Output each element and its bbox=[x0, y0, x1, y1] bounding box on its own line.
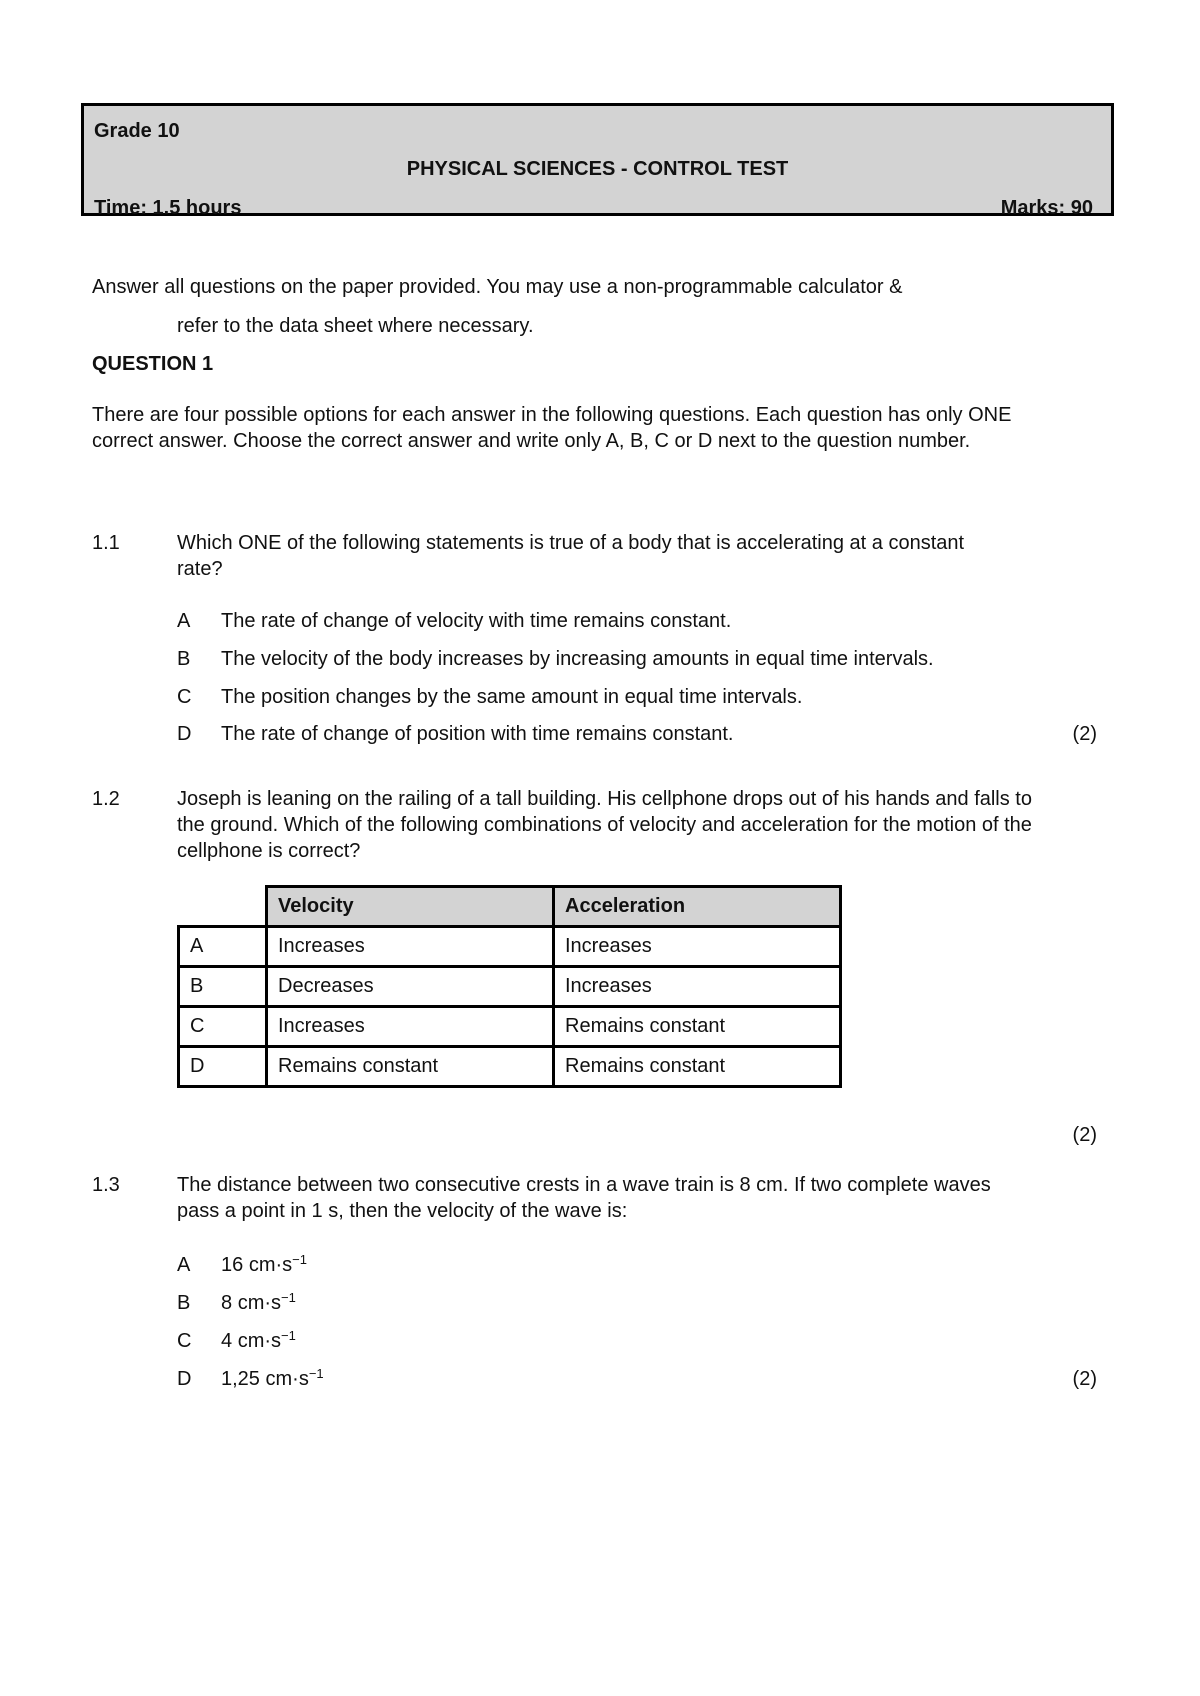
option-value: 16 bbox=[221, 1254, 244, 1276]
table-row bbox=[179, 1007, 841, 1047]
table-row bbox=[179, 967, 841, 1007]
unit-exponent: −1 bbox=[281, 1328, 296, 1343]
option-letter: B bbox=[177, 1292, 191, 1314]
mark-allocation-1-1: (2) bbox=[1072, 723, 1097, 745]
question-text-1-1: Which ONE of the following statements is true of a body that is accelerating at a constant rate? bbox=[177, 532, 965, 580]
test-header bbox=[81, 103, 1114, 219]
table-cell-velocity: Increases bbox=[267, 927, 554, 967]
option-text bbox=[221, 1330, 296, 1353]
table-cell-acceleration: Remains constant bbox=[554, 1007, 841, 1047]
option-letter: A bbox=[177, 610, 191, 632]
time-label: Time: 1.5 hours bbox=[94, 197, 242, 219]
option-text: The velocity of the body increases by increasing amounts in equal time intervals. bbox=[221, 648, 934, 670]
question-text-1-2: Joseph is leaning on the railing of a tall building. His cellphone drops out of his hands and falls to the ground. Which of the following combinations of velocity and acceleration for the motion of the cellphone is correct? bbox=[177, 788, 1032, 862]
table-cell-letter: A bbox=[179, 927, 267, 967]
table-header-row bbox=[179, 887, 841, 927]
grade-label: Grade 10 bbox=[94, 120, 180, 142]
question-number-1-3: 1.3 bbox=[92, 1174, 120, 1196]
mark-allocation-1-2: (2) bbox=[1072, 1124, 1097, 1146]
table-cell-acceleration: Remains constant bbox=[554, 1047, 841, 1087]
instructions-line-2: refer to the data sheet where necessary. bbox=[177, 315, 534, 337]
question-text-1-3: The distance between two consecutive crests in a wave train is 8 cm. If two complete waves pass a point in 1 s, then the velocity of the wave is: bbox=[177, 1174, 991, 1222]
marks-label: Marks: 90 bbox=[1000, 197, 1093, 219]
question-1-heading: QUESTION 1 bbox=[92, 353, 214, 375]
unit: cm·s bbox=[265, 1368, 309, 1390]
question-number-1-2: 1.2 bbox=[92, 788, 120, 810]
option-text: The position changes by the same amount in equal time intervals. bbox=[221, 686, 803, 708]
option-text bbox=[221, 1368, 324, 1391]
table-row bbox=[179, 927, 841, 967]
unit: cm·s bbox=[237, 1330, 282, 1352]
option-letter: D bbox=[177, 723, 192, 745]
velocity-acceleration-table bbox=[177, 885, 842, 1088]
table-cell-acceleration: Increases bbox=[554, 927, 841, 967]
test-title: PHYSICAL SCIENCES - CONTROL TEST bbox=[406, 158, 789, 180]
question-number-1-1: 1.1 bbox=[92, 532, 120, 554]
option-text bbox=[221, 1254, 307, 1277]
table-cell-velocity: Remains constant bbox=[267, 1047, 554, 1087]
option-value: 8 bbox=[221, 1292, 233, 1314]
option-text bbox=[221, 1292, 296, 1315]
option-text: The rate of change of velocity with time remains constant. bbox=[221, 610, 732, 632]
option-letter: A bbox=[177, 1254, 191, 1276]
table-cell-acceleration: Increases bbox=[554, 967, 841, 1007]
unit-exponent: −1 bbox=[281, 1290, 296, 1305]
option-letter: C bbox=[177, 1330, 192, 1352]
table-cell-letter: C bbox=[179, 1007, 267, 1047]
table-header-blank bbox=[179, 887, 267, 927]
table-cell-velocity: Increases bbox=[267, 1007, 554, 1047]
option-value: 1,25 bbox=[221, 1368, 260, 1390]
table-header-velocity: Velocity bbox=[267, 887, 554, 927]
question-1-intro: There are four possible options for each answer in the following questions. Each question has only ONE correct answer. Choose the correct answer and write only A, B, C or D next to the question number. bbox=[92, 404, 1012, 452]
unit-exponent: −1 bbox=[292, 1252, 307, 1267]
unit: cm·s bbox=[248, 1254, 293, 1276]
table-row bbox=[179, 1047, 841, 1087]
unit-exponent: −1 bbox=[308, 1366, 324, 1381]
unit: cm·s bbox=[237, 1292, 282, 1314]
option-letter: D bbox=[177, 1368, 192, 1390]
table-header-acceleration: Acceleration bbox=[554, 887, 841, 927]
table-cell-letter: B bbox=[179, 967, 267, 1007]
mark-allocation-1-3: (2) bbox=[1072, 1368, 1097, 1390]
option-text: The rate of change of position with time remains constant. bbox=[221, 723, 734, 745]
table-cell-letter: D bbox=[179, 1047, 267, 1087]
option-letter: B bbox=[177, 648, 191, 670]
instructions-line-1: Answer all questions on the paper provided. You may use a non-programmable calculator & bbox=[92, 276, 903, 298]
table-cell-velocity: Decreases bbox=[267, 967, 554, 1007]
option-letter: C bbox=[177, 686, 192, 708]
option-value: 4 bbox=[221, 1330, 233, 1352]
